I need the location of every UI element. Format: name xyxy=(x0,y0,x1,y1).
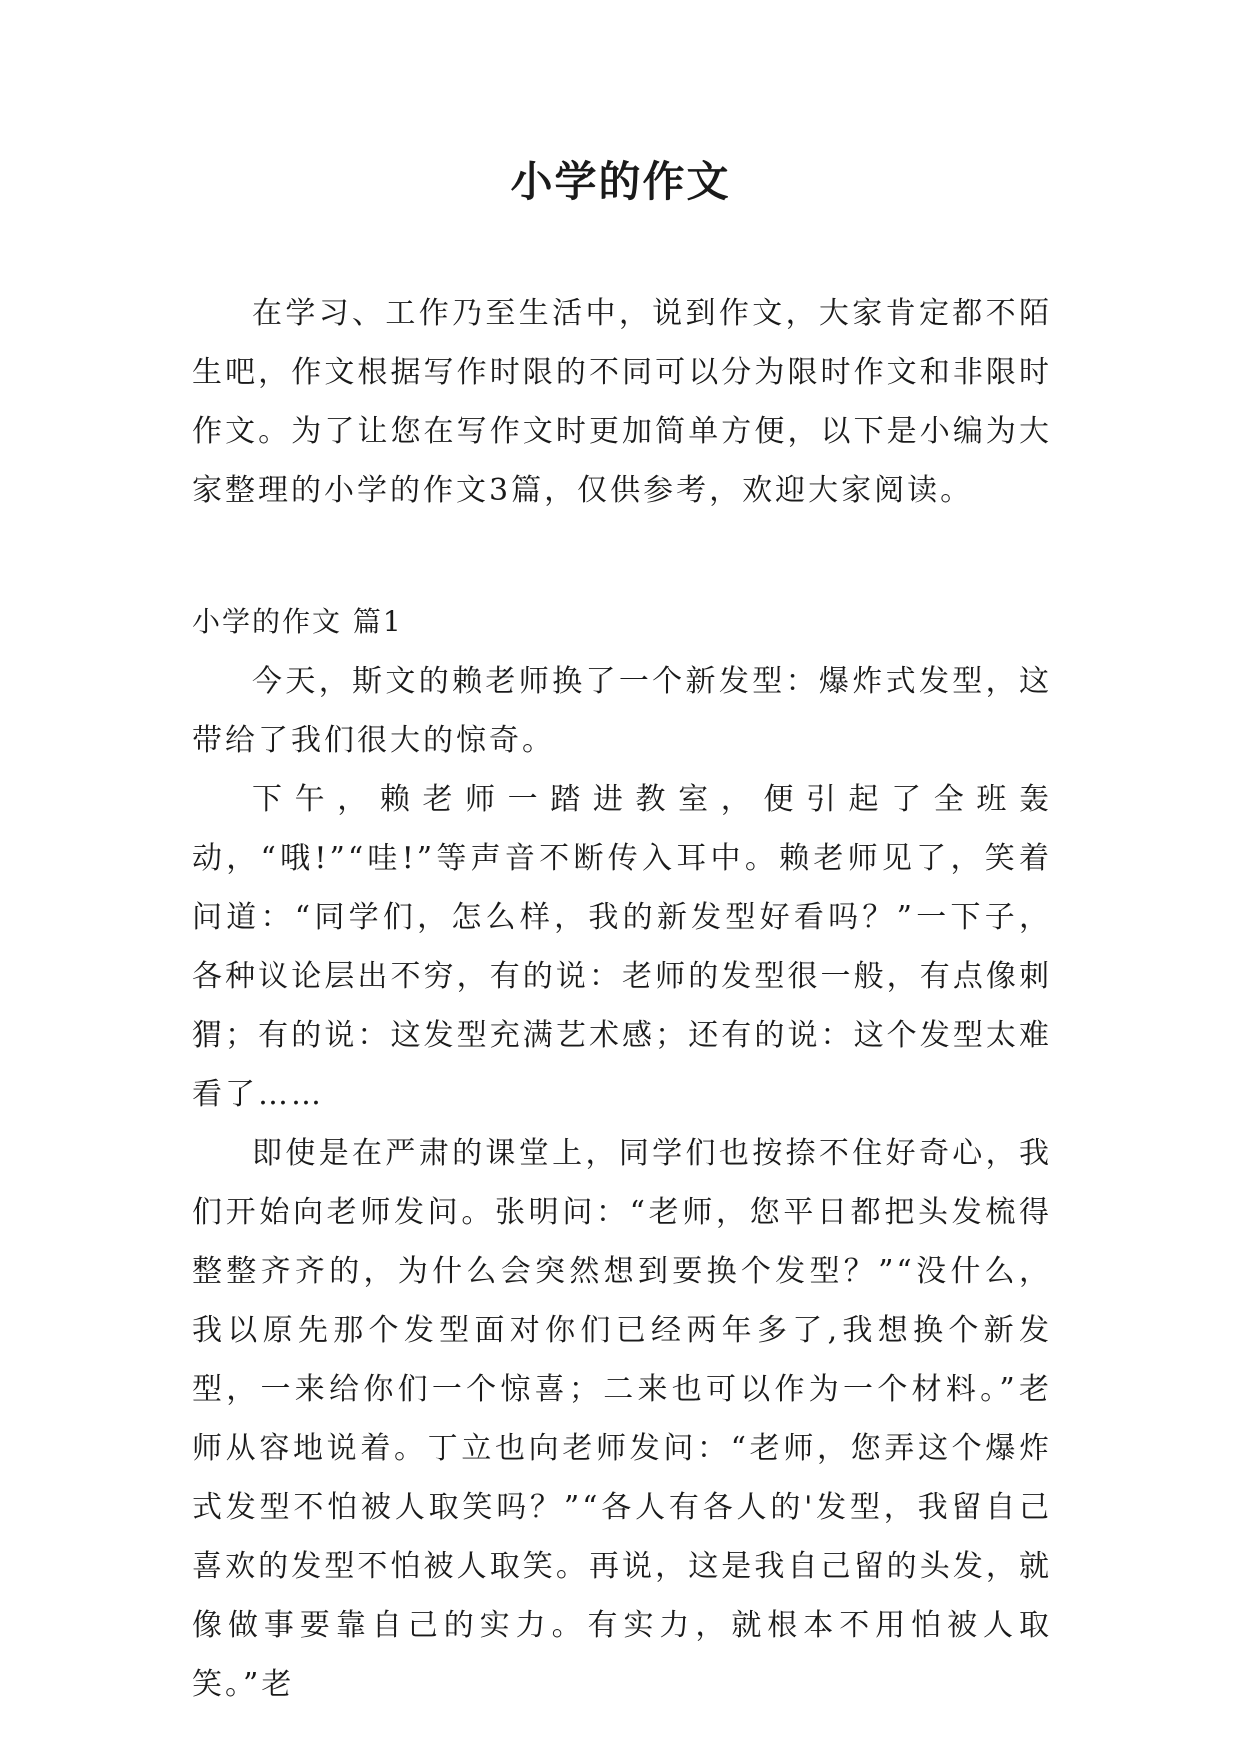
document-title: 小学的作文 xyxy=(510,157,731,206)
body-paragraph-1: 今天，斯文的赖老师换了一个新发型：爆炸式发型，这带给了我们很大的惊奇。 xyxy=(192,664,1052,758)
intro-paragraph: 在学习、工作乃至生活中，说到作文，大家肯定都不陌生吧，作文根据写作时限的不同可以分为限时作文和非限时作文。为了让您在写作文时更加简单方便，以下是小编为大家整理的小学的作文3篇，仅供参考，欢迎大家阅读。 xyxy=(192,296,1052,508)
document-body xyxy=(192,284,1052,1714)
body-paragraph-3: 即使是在严肃的课堂上，同学们也按捺不住好奇心，我们开始向老师发问。张明问：“老师，您平日都把头发梳得整整齐齐的，为什么会突然想到要换个发型？”“没什么，我以原先那个发型面对你们已经两年多了,我想换个新发型，一来给你们一个惊喜；二来也可以作为一个材料。”老师从容地说着。丁立也向老师发问：“老师，您弄这个爆炸式发型不怕被人取笑吗？”“各人有各人的'发型，我留自己喜欢的发型不怕被人取笑。再说，这是我自己留的头发，就像做事要靠自己的实力。有实力，就根本不用怕被人取笑。”老 xyxy=(192,1136,1052,1702)
body-paragraph-2: 下午，赖老师一踏进教室，便引起了全班轰动，“哦!”“哇!”等声音不断传入耳中。赖老师见了，笑着问道：“同学们，怎么样，我的新发型好看吗？”一下子，各种议论层出不穷，有的说：老师的发型很一般，有点像刺猬；有的说：这发型充满艺术感；还有的说：这个发型太难看了…… xyxy=(192,782,1052,1112)
section-heading: 小学的作文 篇1 xyxy=(192,605,403,638)
